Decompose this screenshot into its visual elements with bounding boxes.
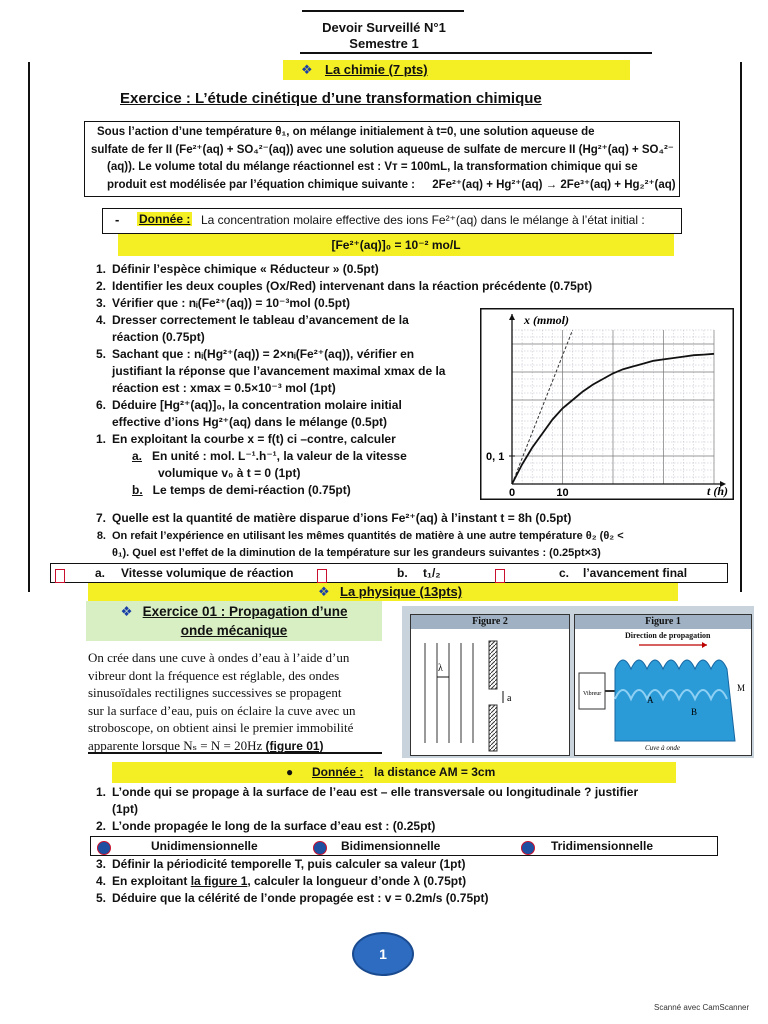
physique-donnee-text: la distance AM = 3cm [374,765,496,779]
option-c-label: c. [559,566,570,580]
physique-paragraph: On crée dans une cuve à ondes d’eau à l’aide d’un vibreur dont la fréquence est réglable, des ondes sinusoïdales rectilignes successives se propagent sur la surface d’eau, puis on éclaire la cuve avec un stroboscope, on obtient ainsi le premier immobilité apparente lorsque Nₛ = N = 20Hz (figure 01) [88,650,356,753]
question-3: 3. Vérifier que : nᵢ(Fe²⁺(aq)) = 10⁻³mol (0.5pt) [95,296,351,310]
chimie-exercise-title: Exercice : L’étude cinétique d’une transformation chimique [120,90,542,107]
chimie-question-8: 8. On refait l’expérience en utilisant les mêmes quantités de matière à une autre température θ₂ (θ₂ < θ₁). Quel est l’effet de la diminution de la température sur les grandeurs suivantes : (0.25pt×3) [96,530,624,559]
physique-question-4: 4. En exploitant la figure 1, calculer la longueur d’onde λ (0.75pt) [95,874,467,888]
bullet-icon: ● [286,765,294,779]
semester-label: Semestre 1 [349,36,419,51]
figure-2-drawing [411,629,569,755]
physique-section-banner [88,583,678,601]
chart-xlabel: t (h) [707,484,728,498]
propagation-direction-label: Direction de propagation [625,631,711,640]
question-5: 5. Sachant que : nᵢ(Hg²⁺(aq)) = 2×nᵢ(Fe²⁺(aq)), vérifier en [95,347,415,361]
diamond-bullet-icon: ❖ [301,62,313,77]
vibreur-label: Vibreur [583,691,602,697]
option-tridimensionnelle: Tridimensionnelle [551,839,654,853]
physique-question-2: 2. L’onde propagée le long de la surface d’eau est : (0.25pt) [95,819,436,833]
figure-1-drawing [575,629,751,755]
physique-questions-3-5 [84,856,488,907]
physique-exercise-title-1: Exercice 01 : Propagation d’une [142,604,348,619]
question-6: 6. Déduire [Hg²⁺(aq)]₀, la concentration molaire initial [95,398,402,412]
header-rule [300,52,652,54]
physique-donnee-label: Donnée : [312,765,364,779]
diamond-bullet-icon: ❖ [120,604,133,619]
question-7-curve: 1. En exploitant la courbe x = f(t) ci –contre, calculer [95,432,396,446]
physique-options-row [90,836,718,856]
option-a-text: Vitesse volumique de réaction [121,566,294,580]
right-margin-line [740,62,742,592]
checkbox-icon[interactable] [495,566,505,584]
kinetics-chart [480,308,734,500]
chimie-donnee-text: La concentration molaire effective des ions Fe²⁺(aq) dans le mélange à l’état initial : [201,213,645,227]
chimie-section-banner [283,60,630,80]
question-4-cont: réaction (0.75pt) [112,330,205,344]
page-number-badge: 1 [352,932,414,976]
camscanner-watermark: Scanné avec CamScanner [654,1003,750,1012]
page-title: Devoir Surveillé N°1 [322,20,446,35]
cuve-label: Cuve à onde [645,744,680,752]
x-tick-label: 10 [556,487,569,499]
intro-line-4: produit est modélisée par l’équation chimique suivante : [107,178,416,191]
intro-line-1: Sous l’action d’une température θ₁, on mélange initialement à t=0, une solution aqueuse de [97,126,595,138]
figure-2-label: Figure 2 [411,615,569,629]
figure-1-label: Figure 1 [575,615,751,629]
option-a-label: a. [95,566,106,580]
sub-question-a: a. En unité : mol. L⁻¹.h⁻¹, la valeur de la vitesse [132,449,407,463]
question-5-cont-2: réaction est : xmax = 0.5×10⁻³ mol (1pt) [112,381,336,395]
chimie-question-7: 7. Quelle est la quantité de matière disparue d’ions Fe²⁺(aq) à l’instant t = 8h (0.5pt) [95,511,572,525]
initial-concentration-formula: [Fe²⁺(aq)]₀ = 10⁻² mo/L [118,234,674,256]
option-b-label: b. [397,566,408,580]
figures-panel [402,606,754,758]
radio-icon[interactable] [313,838,327,856]
chimie-section-title: La chimie (7 pts) [325,62,428,77]
paragraph-underline [88,752,382,754]
question-2: 2. Identifier les deux couples (Ox/Red) intervenant dans la réaction précédente (0.75pt) [95,279,593,293]
physique-questions-1-2: 1. L’onde qui se propage à la surface de l’eau est – elle transversale ou longitudinale ? justifier (1pt) 2. L’onde propagée le long de la surface d’eau est : (0.25pt) [84,784,638,835]
sub-question-b: b. Le temps de demi-réaction (0.75pt) [132,483,351,497]
y-tick-label: 0, 1 [486,451,505,463]
diamond-bullet-icon: ❖ [318,584,330,599]
checkbox-icon[interactable] [55,566,65,584]
figure-01-ref: (figure 01) [265,738,324,753]
checkbox-icon[interactable] [317,566,327,584]
point-m-label: M [737,683,746,693]
dash-bullet: - [115,212,120,227]
chimie-options-row [50,563,728,583]
physique-question-5: 5. Déduire que la célérité de l’onde propagée est : v = 0.2m/s (0.75pt) [95,891,489,905]
chemical-equation: 2Fe²⁺(aq) + Hg²⁺(aq) → 2Fe³⁺(aq) + Hg₂²⁺(aq) [432,178,676,191]
chimie-intro-box [84,121,680,197]
left-margin-line [28,62,30,592]
physique-question-1: 1. L’onde qui se propage à la surface de l’eau est – elle transversale ou longitudinale ? justifier [95,785,639,799]
chimie-donnee-box [102,208,682,234]
radio-icon[interactable] [97,838,111,856]
header-top-rule [302,10,464,12]
question-5-cont: justifiant la réponse que l’avancement maximal xmax de la [112,364,446,378]
intro-line-3: (aq)). Le volume total du mélange réactionnel est : Vт = 100mL, la transformation chimique qui se [107,161,638,173]
sub-question-a-cont: volumique v₀ à t = 0 (1pt) [158,466,301,480]
physique-exercise-title-2: onde mécanique [180,623,288,638]
physique-exercise-title-box [86,601,382,641]
radio-icon[interactable] [521,838,535,856]
question-1: 1. Définir l’espèce chimique « Réducteur » (0.5pt) [95,262,379,276]
figure-2 [410,614,570,756]
option-unidimensionnelle: Unidimensionnelle [151,839,258,853]
intro-line-2: sulfate de fer II (Fe²⁺(aq) + SO₄²⁻(aq)) avec une solution aqueuse de sulfate de mercure II (Hg²⁺(aq) + SO₄²⁻ [91,143,674,156]
chimie-donnee-label: Donnée : [139,212,191,226]
figure-1 [574,614,752,756]
option-b-text: t₁/₂ [423,566,441,580]
lambda-symbol: λ [438,663,443,674]
physique-donnee-box [112,762,676,783]
point-b-label: B [691,707,698,717]
chart-ylabel: x (mmol) [524,313,569,327]
physique-question-3: 3. Définir la périodicité temporelle T, puis calculer sa valeur (1pt) [95,857,466,871]
physique-section-title: La physique (13pts) [340,584,463,599]
slit-width-label: a [507,693,512,704]
question-4: 4. Dresser correctement le tableau d’avancement de la [95,313,409,327]
option-bidimensionnelle: Bidimensionnelle [341,839,441,853]
question-6-cont: effective d’ions Hg²⁺(aq) dans le mélange (0.5pt) [112,415,388,429]
x-tick-label: 0 [508,487,516,499]
option-c-text: l’avancement final [583,566,688,580]
point-a-label: A [647,695,654,705]
